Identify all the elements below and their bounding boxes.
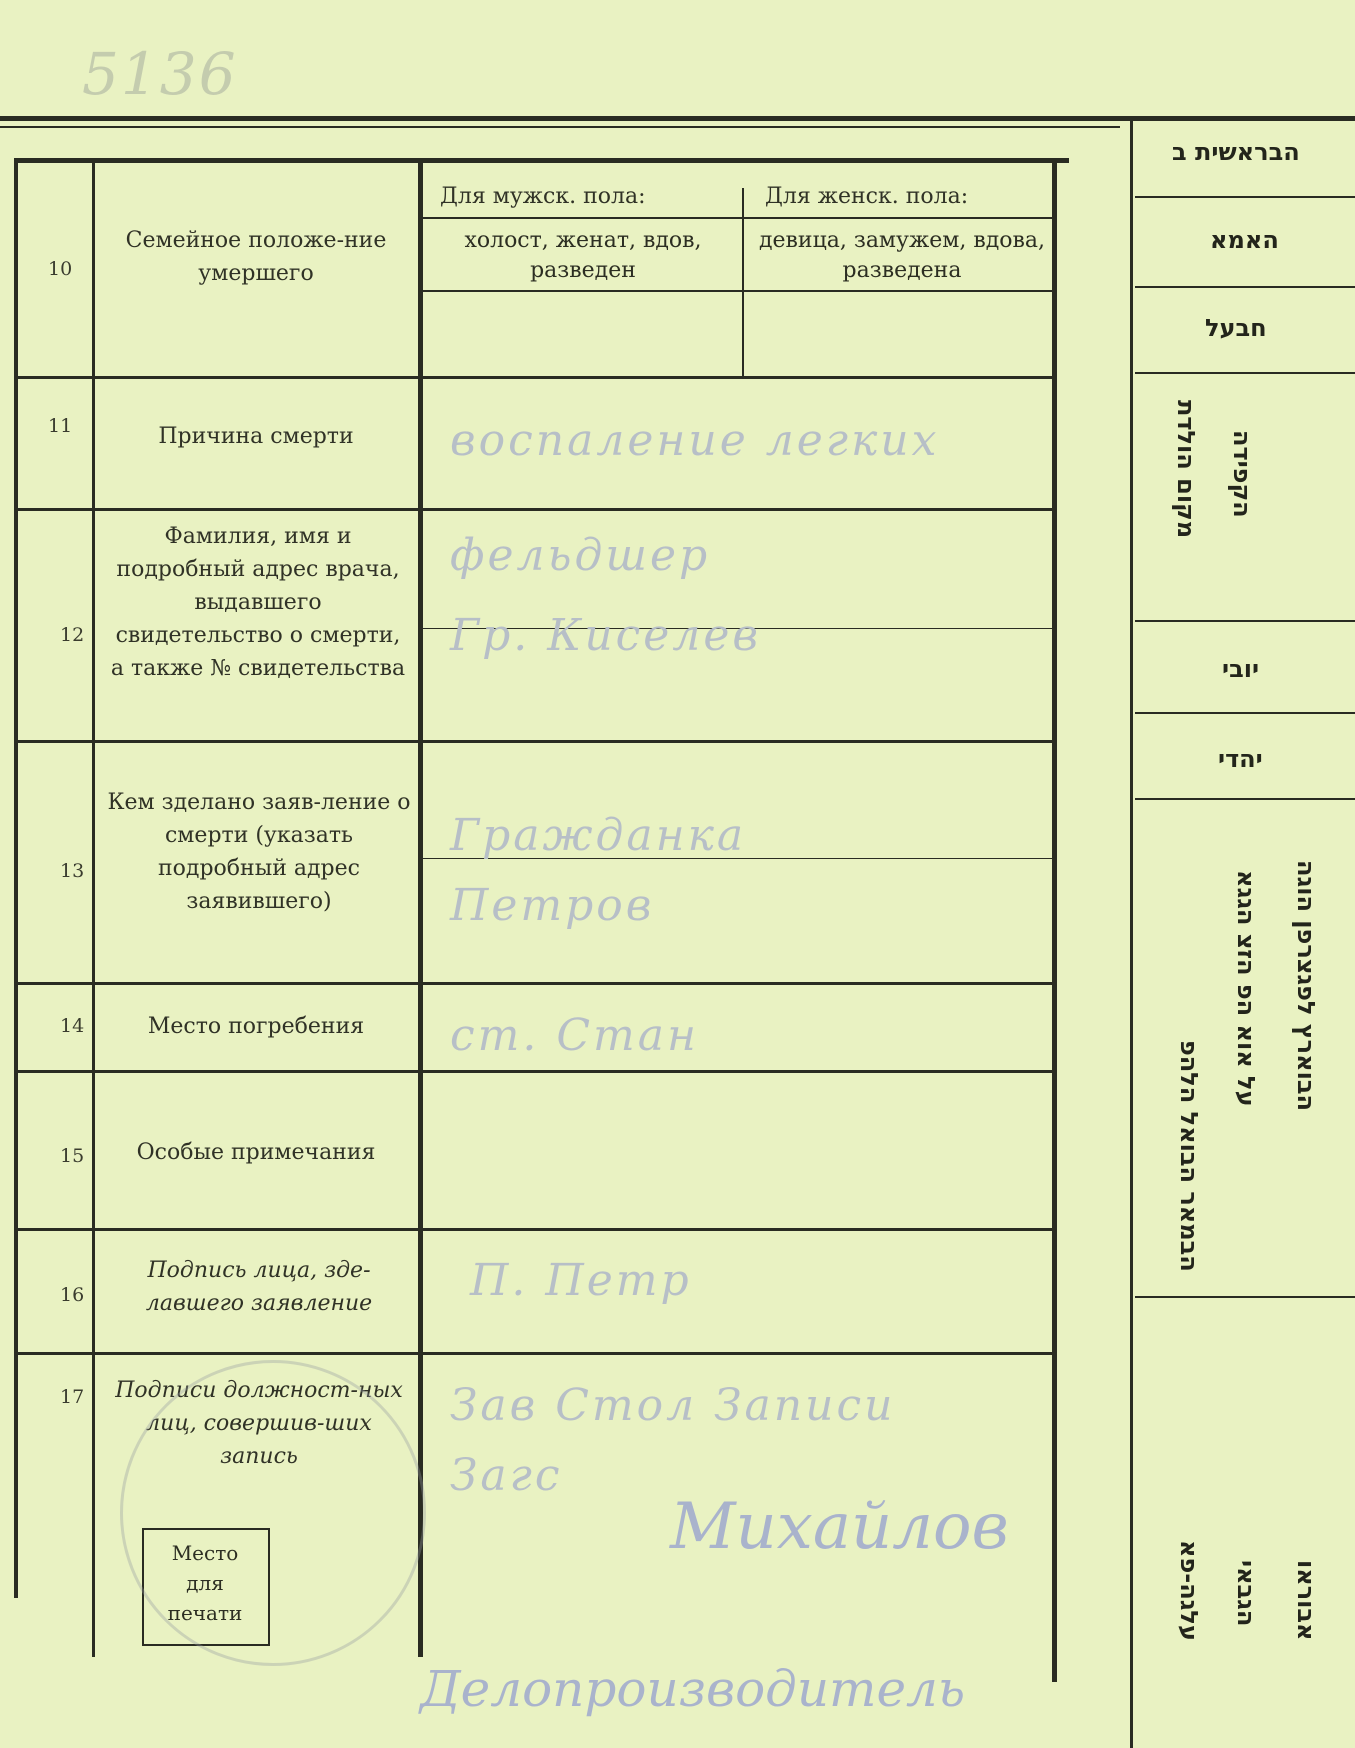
number-column-border [92,162,95,1657]
label-burial-place: Место погребения [147,1014,365,1039]
bottom-signature: Делопроизводитель [420,1660,966,1718]
male-options: холост, женат, вдов, разведен [464,228,702,283]
female-options: девица, замужем, вдова, разведена [758,228,1046,283]
row-number-12: 12 [60,624,85,646]
label-column-border [418,162,423,1657]
form-right-border [1052,162,1057,1682]
hebrew-bottom-2: הגבאי [1232,1560,1260,1627]
handwritten-doctor-1: фельдшер [450,530,711,581]
hebrew-section-border [1130,116,1133,1748]
row-number-15: 15 [60,1145,85,1167]
label-cause-of-death: Причина смерти [158,424,354,449]
label-notes: Особые примечания [136,1140,376,1165]
hebrew-row-line [1135,196,1355,198]
label-doctor: Фамилия, имя и подробный адрес врача, выдавшего свидетельство о смерти, а также № свидетельства [110,524,406,681]
hebrew-bottom-1: עלגה-פא [1175,1540,1203,1641]
label-declarant: Кем зделано заяв-ление о смерти (указать подробный адрес заявившего) [107,790,411,914]
hebrew-row-line [1135,1296,1355,1298]
handwritten-burial: ст. Стан [450,1010,699,1061]
female-column-header: Для женск. пола: [765,184,969,209]
hebrew-vertical-2: על אוא הפ הזצ הגגא [1232,870,1260,1107]
label-declarant-signature: Подпись лица, зде-лавшего заявление [145,1258,373,1316]
row-line [14,1070,1054,1073]
hebrew-vertical-3: הבוארץ לפגצרפן הוגה [1292,860,1320,1111]
handwritten-doctor-2: Гр. Киселев [450,610,762,661]
hebrew-top: הבראשית ב [1172,138,1300,166]
row-line [14,982,1054,985]
handwritten-official-2: Загс [450,1450,563,1501]
row-line [14,740,1054,743]
handwritten-declarant-sign: П. Петр [470,1255,692,1306]
form-top-border [14,158,1069,163]
hebrew-mother: האמא [1210,226,1279,254]
male-column-header: Для мужск. пола: [440,184,646,209]
hebrew-foreign: יובי [1222,655,1260,683]
top-rule [0,116,1355,121]
hebrew-religion: יהדי [1218,745,1263,773]
handwritten-declarant-1: Гражданка [450,810,747,861]
handwritten-declarant-2: Петров [450,880,655,931]
row-number-11: 11 [48,415,73,437]
hebrew-row-line [1135,286,1355,288]
seal-box-label: Место для печати [167,1541,243,1625]
row-number-10: 10 [48,258,73,280]
hebrew-birth-place: מקום הולדת [1172,400,1200,539]
row-number-16: 16 [60,1284,85,1306]
hebrew-row-line [1135,712,1355,714]
hebrew-row-line [1135,372,1355,374]
row-line [14,1228,1054,1231]
label-officials-signatures: Подписи должност-ных лиц, совершив-ших запись [115,1378,403,1469]
top-rule-thin [0,126,1120,128]
row-number-17: 17 [60,1386,85,1408]
hebrew-region: חבעל [1205,314,1267,342]
hebrew-row-line [1135,798,1355,800]
row-line [423,290,1053,292]
row-line [14,508,1054,511]
row-line [423,217,1053,219]
faded-stamp [120,1360,426,1666]
label-marital-status: Семейное положе-ние умершего [125,228,387,286]
handwritten-official-1: Зав Стол Записи [450,1380,896,1431]
row-line [14,1352,1054,1355]
hebrew-vertical-1: הבמאר הבואל הלהפ [1175,1040,1203,1272]
hebrew-birth-detail: הקפידה [1228,430,1256,518]
handwritten-cause: воспаление легких [450,415,940,466]
row-number-13: 13 [60,860,85,882]
form-left-border [14,158,18,1598]
record-number: 5136 [82,40,238,108]
row-line [14,376,1054,379]
hebrew-row-line [1135,620,1355,622]
official-signature: Михайлов [670,1490,1009,1564]
hebrew-bottom-3: אבוראו [1292,1560,1320,1641]
row-number-14: 14 [60,1015,85,1037]
